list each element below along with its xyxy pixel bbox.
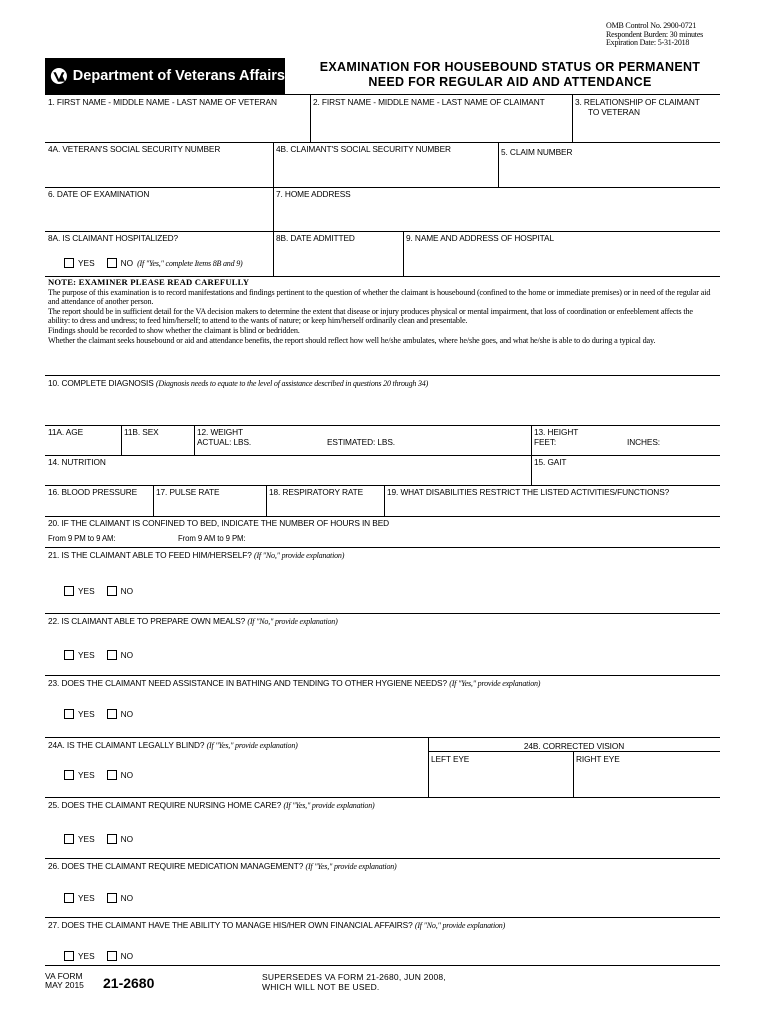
financial-label: 27. DOES THE CLAIMANT HAVE THE ABILITY TO MANAGE HIS/HER OWN FINANCIAL AFFAIRS?: [48, 920, 413, 930]
medication-question: [45, 859, 720, 873]
footer-form-number: 21-2680: [103, 975, 155, 991]
sex-label: 11B. SEX: [124, 427, 159, 437]
respondent-burden: Respondent Burden: 30 minutes: [606, 29, 704, 39]
note-paragraph-4: Whether the claimant seeks housebound or aid and attendance benefits, the report should reflect how well he/she ambulates, where he/she goes, and what he/she is able to do during a typical day.: [48, 335, 656, 345]
bed-hours-am-label: From 9 AM to 9 PM:: [178, 534, 246, 543]
yes-label: YES: [78, 770, 95, 780]
nutrition-field[interactable]: [45, 455, 531, 485]
respiratory-rate-field[interactable]: [266, 485, 384, 516]
feed-self-yes-checkbox[interactable]: [64, 586, 74, 596]
footer-supersedes-line1: SUPERSEDES VA FORM 21-2680, JUN 2008,: [262, 972, 446, 982]
veteran-name-label: 1. FIRST NAME - MIDDLE NAME - LAST NAME OF VETERAN: [48, 97, 277, 107]
nursing-home-no-checkbox[interactable]: [107, 834, 117, 844]
legally-blind-yes-checkbox[interactable]: [64, 770, 74, 780]
corrected-vision-label: 24B. CORRECTED VISION: [523, 741, 625, 751]
claimant-ssn-field[interactable]: [273, 142, 498, 187]
nursing-home-options: [64, 834, 133, 844]
legally-blind-question: [45, 738, 428, 752]
right-eye-field[interactable]: [573, 752, 720, 797]
hospitalized-no-checkbox[interactable]: [107, 258, 117, 268]
pulse-rate-label: 17. PULSE RATE: [156, 487, 220, 497]
left-eye-field[interactable]: [428, 752, 573, 797]
respiratory-rate-label: 18. RESPIRATORY RATE: [269, 487, 364, 497]
date-admitted-label: 8B. DATE ADMITTED: [276, 233, 355, 243]
yes-label: YES: [78, 709, 95, 719]
hygiene-label: 23. DOES THE CLAIMANT NEED ASSISTANCE IN BATHING AND TENDING TO OTHER HYGIENE NEEDS?: [48, 678, 448, 688]
legally-blind-options: [64, 770, 133, 780]
exam-form: [45, 94, 720, 966]
hospital-address-field[interactable]: [403, 231, 720, 276]
weight-label: 12. WEIGHT: [197, 427, 244, 437]
weight-field[interactable]: [194, 425, 531, 455]
form-title-line2: NEED FOR REGULAR AID AND ATTENDANCE: [368, 75, 652, 89]
form-title-line1: EXAMINATION FOR HOUSEBOUND STATUS OR PERMANENT: [319, 60, 701, 74]
hospitalized-hint: (If "Yes," complete Items 8B and 9): [137, 258, 243, 268]
hospitalized-yes-checkbox[interactable]: [64, 258, 74, 268]
gait-label: 15. GAIT: [534, 457, 567, 467]
home-address-field[interactable]: [273, 187, 720, 231]
footer-date: MAY 2015: [45, 980, 84, 990]
note-paragraph-3: Findings should be recorded to show whether the claimant is blind or bedridden.: [48, 325, 300, 335]
feed-self-hint: (If "No," provide explanation): [253, 551, 345, 560]
prepare-meals-no-checkbox[interactable]: [107, 650, 117, 660]
department-name: Department of Veterans Affairs: [72, 68, 285, 84]
gait-field[interactable]: [531, 455, 720, 485]
age-label: 11A. AGE: [48, 427, 84, 437]
sex-field[interactable]: [121, 425, 194, 455]
diagnosis-hint: (Diagnosis needs to equate to the level of assistance described in questions 20 through 34): [155, 379, 429, 388]
weight-actual-label: ACTUAL: LBS.: [197, 437, 252, 447]
omb-control-number: OMB Control No. 2900-0721: [606, 21, 697, 30]
nursing-home-yes-checkbox[interactable]: [64, 834, 74, 844]
bed-hours-am-field[interactable]: [175, 532, 375, 545]
hygiene-hint: (If "Yes," provide explanation): [449, 679, 541, 688]
form-title: [290, 60, 730, 90]
no-label: NO: [120, 258, 134, 268]
no-label: NO: [120, 834, 134, 844]
examiner-note: [48, 278, 716, 345]
nursing-home-label: 25. DOES THE CLAIMANT REQUIRE NURSING HOME CARE?: [48, 800, 282, 810]
veteran-ssn-field[interactable]: [45, 142, 273, 187]
note-paragraph-1: The purpose of this examination is to record manifestations and findings pertinent to the question of whether the claimant is housebound (confined to the home or immediate premises) or in need of the regular aid and attendance of another person.: [48, 287, 711, 307]
footer-form-info: [45, 972, 84, 990]
weight-estimated-label: ESTIMATED: LBS.: [327, 437, 395, 447]
omb-info: [606, 22, 756, 48]
yes-label: YES: [78, 893, 95, 903]
bed-hours-pm-label: From 9 PM to 9 AM:: [48, 534, 116, 543]
medication-label: 26. DOES THE CLAIMANT REQUIRE MEDICATION MANAGEMENT?: [48, 861, 304, 871]
prepare-meals-yes-checkbox[interactable]: [64, 650, 74, 660]
legally-blind-no-checkbox[interactable]: [107, 770, 117, 780]
blood-pressure-field[interactable]: [45, 485, 153, 516]
footer-va-form: VA FORM: [45, 971, 83, 981]
veteran-name-field[interactable]: [45, 95, 310, 142]
medication-yes-checkbox[interactable]: [64, 893, 74, 903]
yes-label: YES: [78, 834, 95, 844]
legally-blind-hint: (If "Yes," provide explanation): [206, 741, 298, 750]
exam-date-field[interactable]: [45, 187, 273, 231]
hospital-address-label: 9. NAME AND ADDRESS OF HOSPITAL: [406, 233, 554, 243]
va-header-logo: [45, 58, 285, 94]
claim-number-label: 5. CLAIM NUMBER: [501, 147, 573, 157]
prepare-meals-label: 22. IS CLAIMANT ABLE TO PREPARE OWN MEALS?: [48, 616, 246, 626]
financial-yes-checkbox[interactable]: [64, 951, 74, 961]
va-seal-icon: [49, 62, 69, 90]
nursing-home-question: [45, 798, 720, 812]
no-label: NO: [120, 770, 134, 780]
home-address-label: 7. HOME ADDRESS: [276, 189, 351, 199]
blood-pressure-label: 16. BLOOD PRESSURE: [48, 487, 138, 497]
pulse-rate-field[interactable]: [153, 485, 266, 516]
height-feet-label: FEET:: [534, 437, 557, 447]
note-heading: NOTE: EXAMINER PLEASE READ CAREFULLY: [48, 277, 250, 287]
diagnosis-field[interactable]: [45, 376, 720, 425]
medication-hint: (If "Yes," provide explanation): [305, 862, 397, 871]
yes-label: YES: [78, 258, 95, 268]
nutrition-label: 14. NUTRITION: [48, 457, 106, 467]
medication-no-checkbox[interactable]: [107, 893, 117, 903]
hygiene-question: [45, 676, 720, 690]
nursing-home-hint: (If "Yes," provide explanation): [283, 801, 375, 810]
financial-no-checkbox[interactable]: [107, 951, 117, 961]
age-field[interactable]: [45, 425, 121, 455]
veteran-ssn-label: 4A. VETERAN'S SOCIAL SECURITY NUMBER: [48, 144, 221, 154]
height-label: 13. HEIGHT: [534, 427, 579, 437]
disabilities-field[interactable]: [384, 485, 720, 516]
hospitalized-options: [64, 258, 242, 268]
no-label: NO: [120, 650, 134, 660]
claim-number-field[interactable]: [498, 145, 720, 187]
feed-self-question: [45, 548, 720, 562]
bed-hours-label: 20. IF THE CLAIMANT IS CONFINED TO BED, INDICATE THE NUMBER OF HOURS IN BED: [48, 518, 390, 528]
relationship-label-2: TO VETERAN: [588, 107, 640, 117]
right-eye-label: RIGHT EYE: [576, 754, 620, 764]
yes-label: YES: [78, 586, 95, 596]
feed-self-options: [64, 586, 133, 596]
feed-self-label: 21. IS THE CLAIMANT ABLE TO FEED HIM/HERSELF?: [48, 550, 252, 560]
prepare-meals-question: [45, 614, 720, 628]
height-field[interactable]: [531, 425, 720, 455]
left-eye-label: LEFT EYE: [431, 754, 470, 764]
expiration-date: Expiration Date: 5-31-2018: [606, 38, 690, 47]
hospitalized-label: 8A. IS CLAIMANT HOSPITALIZED?: [48, 233, 179, 243]
disabilities-label: 19. WHAT DISABILITIES RESTRICT THE LISTED ACTIVITIES/FUNCTIONS?: [387, 487, 670, 497]
diagnosis-label: 10. COMPLETE DIAGNOSIS: [48, 378, 154, 388]
no-label: NO: [120, 586, 134, 596]
no-label: NO: [120, 951, 134, 961]
hygiene-yes-checkbox[interactable]: [64, 709, 74, 719]
no-label: NO: [120, 709, 134, 719]
footer-supersedes: [262, 972, 446, 992]
date-admitted-field[interactable]: [273, 231, 403, 276]
height-inches-label: INCHES:: [627, 437, 660, 447]
exam-date-label: 6. DATE OF EXAMINATION: [48, 189, 150, 199]
footer-supersedes-line2: WHICH WILL NOT BE USED.: [262, 982, 380, 992]
bed-hours-pm-field[interactable]: [45, 532, 175, 545]
financial-options: [64, 951, 133, 961]
relationship-field[interactable]: [572, 95, 720, 142]
yes-label: YES: [78, 650, 95, 660]
prepare-meals-options: [64, 650, 133, 660]
medication-options: [64, 893, 133, 903]
hygiene-no-checkbox[interactable]: [107, 709, 117, 719]
yes-label: YES: [78, 951, 95, 961]
relationship-label: 3. RELATIONSHIP OF CLAIMANT: [575, 97, 700, 107]
claimant-name-label: 2. FIRST NAME - MIDDLE NAME - LAST NAME OF CLAIMANT: [313, 97, 545, 107]
prepare-meals-hint: (If "No," provide explanation): [247, 617, 338, 626]
feed-self-no-checkbox[interactable]: [107, 586, 117, 596]
hygiene-options: [64, 709, 133, 719]
financial-question: [45, 918, 720, 932]
claimant-name-field[interactable]: [310, 95, 572, 142]
no-label: NO: [120, 893, 134, 903]
note-paragraph-2: The report should be in sufficient detail for the VA decision makers to determine the extent that disease or injury produces physical or mental impairment, that loss of coordination or enfeeblement affects the ability: to dress and undress; to feed him/herself; to attend to the wants of nature; or keep him/herself ordinarily clean and presentable.: [48, 306, 693, 326]
claimant-ssn-label: 4B. CLAIMANT'S SOCIAL SECURITY NUMBER: [276, 144, 451, 154]
financial-hint: (If "No," provide explanation): [414, 921, 506, 930]
legally-blind-label: 24A. IS THE CLAIMANT LEGALLY BLIND?: [48, 740, 205, 750]
